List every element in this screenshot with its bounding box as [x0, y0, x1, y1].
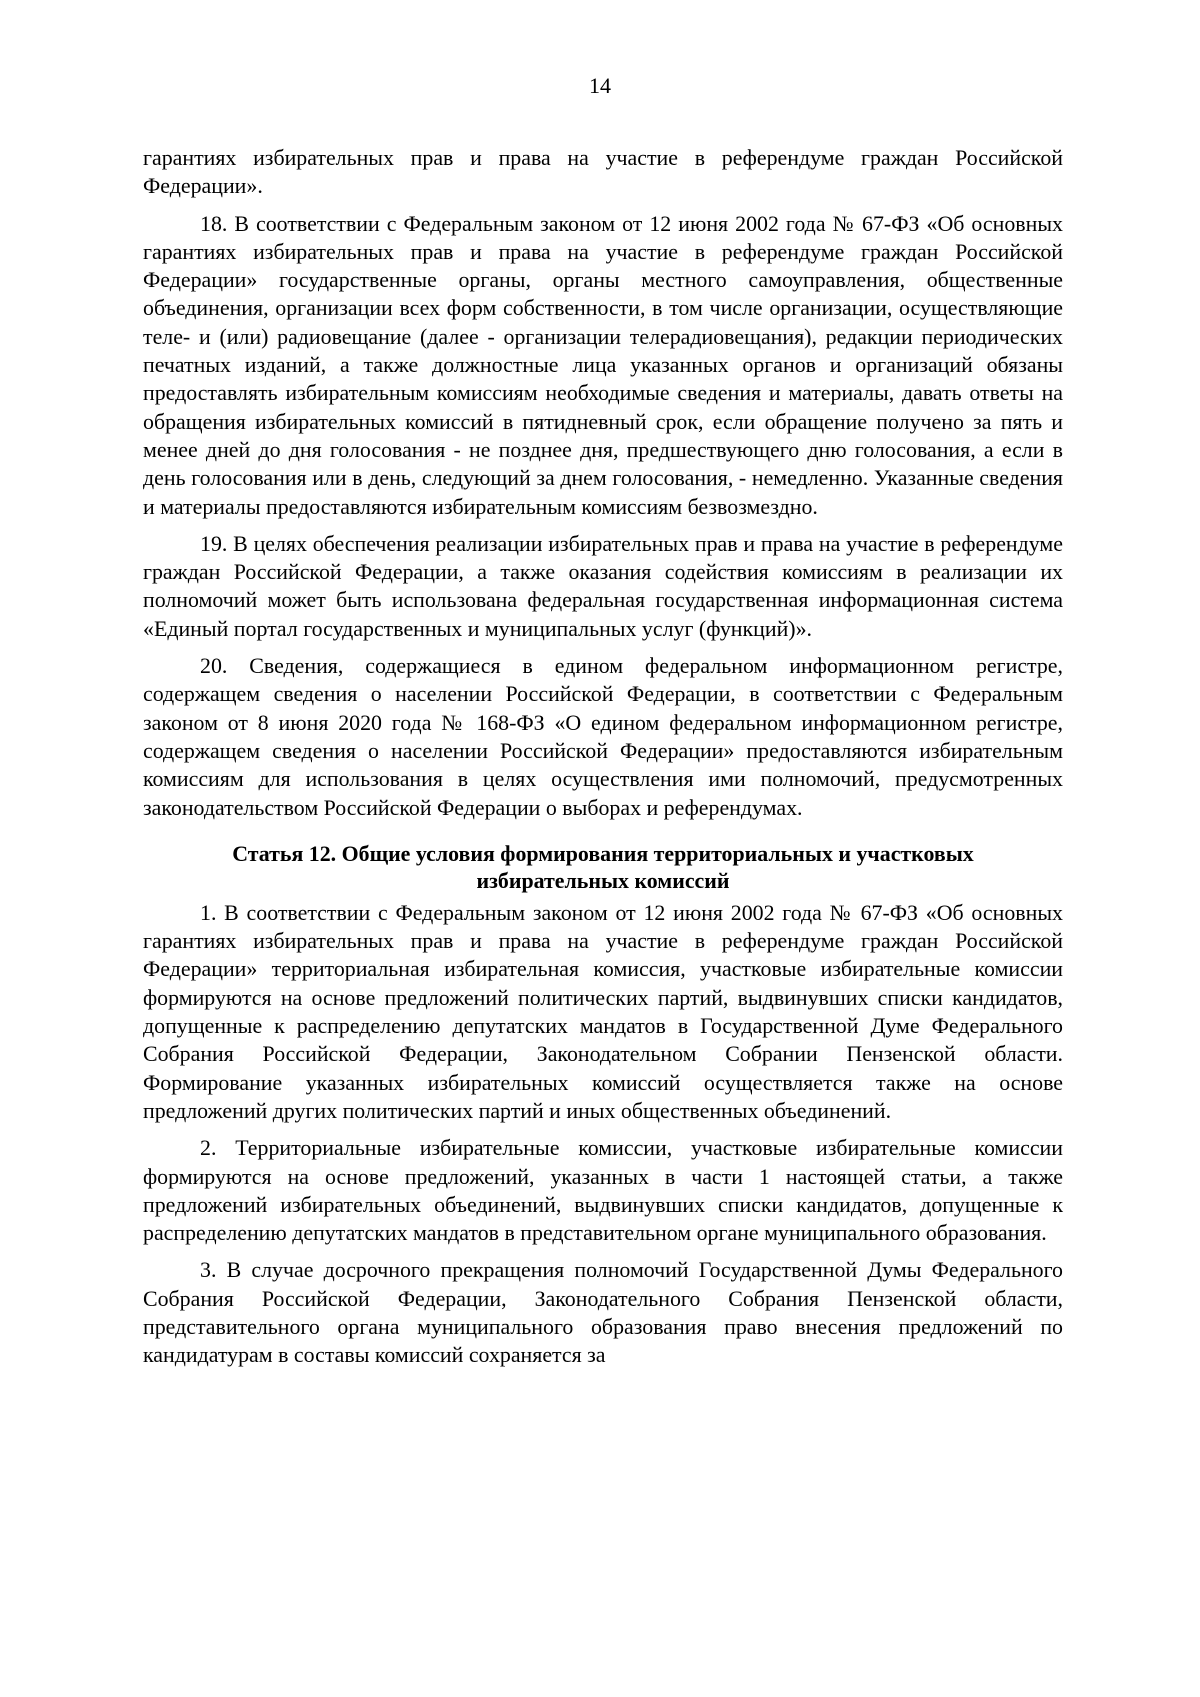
paragraph-item-18: 18. В соответствии с Федеральным законом от 12 июня 2002 года № 67-ФЗ «Об основных гарантиях избирательных прав и права на участие в референдуме граждан Российской Федерации» государственные органы, органы местного самоуправления, общественные объединения, организации всех форм собственности, в том числе организации, осуществляющие теле- и (или) радиовещание (далее - организации телерадиовещания), редакции периодических печатных изданий, а также должностные лица указанных органов и организаций обязаны предоставлять избирательным комиссиям необходимые сведения и материалы, давать ответы на обращения избирательных комиссий в пятидневный срок, если обращение получено за пять и менее дней до дня голосования - не позднее дня, предшествующего дню голосования, а если в день голосования или в день, следующий за днем голосования, - немедленно. Указанные сведения и материалы предоставляются избирательным комиссиям безвозмездно. — [143, 210, 1063, 519]
paragraph-article-part-1: 1. В соответствии с Федеральным законом от 12 июня 2002 года № 67-ФЗ «Об основных гарантиях избирательных прав и права на участие в референдуме граждан Российской Федерации» территориальная избирательная комиссия, участковые избирательные комиссии формируются на основе предложений политических партий, выдвинувших списки кандидатов, допущенные к распределению депутатских мандатов в Государственной Думе Федерального Собрания Российской Федерации, Законодательном Собрании Пензенской области. Формирование указанных избирательных комиссий осуществляется также на основе предложений других политических партий и иных общественных объединений. — [143, 899, 1063, 1123]
paragraph-article-part-2: 2. Территориальные избирательные комиссии, участковые избирательные комиссии формируются на основе предложений, указанных в части 1 настоящей статьи, а также предложений избирательных объединений, выдвинувших списки кандидатов, допущенные к распределению депутатских мандатов в представительном органе муниципального образования. — [143, 1135, 1063, 1246]
page-number: 14 — [589, 73, 611, 98]
article-title — [143, 840, 1063, 894]
article-title-line-1: Статья 12. Общие условия формирования территориальных и участковых — [232, 840, 974, 866]
paragraph-item-20: 20. Сведения, содержащиеся в едином федеральном информационном регистре, содержащем сведения о населении Российской Федерации, в соответствии с Федеральным законом от 8 июня 2020 года № 168-ФЗ «О едином федеральном информационном регистре, содержащем сведения о населении Российской Федерации» предоставляются избирательным комиссиям для использования в целях осуществления ими полномочий, предусмотренных законодательством Российской Федерации о выборах и референдумах. — [143, 653, 1063, 820]
paragraph-item-19: 19. В целях обеспечения реализации избирательных прав и права на участие в референдуме граждан Российской Федерации, а также оказания содействия комиссиям в реализации их полномочий может быть использована федеральная государственная информационная система «Единый портал государственных и муниципальных услуг (функций)». — [143, 530, 1063, 641]
document-body — [143, 144, 1063, 1370]
article-title-line-2: избирательных комиссий — [476, 867, 730, 893]
paragraph-continuation: гарантиях избирательных прав и права на участие в референдуме граждан Российской Федерации». — [143, 145, 1063, 199]
paragraph-article-part-3: 3. В случае досрочного прекращения полномочий Государственной Думы Федерального Собрания Российской Федерации, Законодательного Собрания Пензенской области, представительного органа муниципального образования право внесения предложений по кандидатурам в составы комиссий сохраняется за — [143, 1257, 1063, 1368]
